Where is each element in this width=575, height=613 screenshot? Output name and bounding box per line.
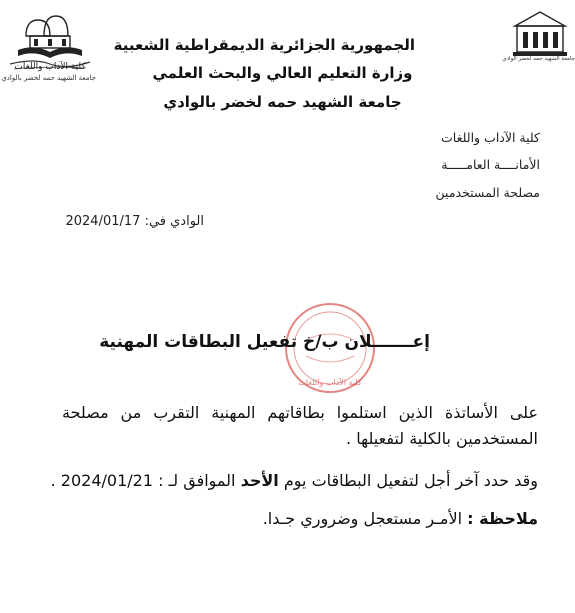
university-building-logo-icon	[511, 8, 569, 58]
note-label: ملاحظة :	[467, 509, 538, 528]
title-text: ب/خ تفعيل البطاقات المهنية	[99, 332, 339, 352]
header-university: جامعة الشهيد حمه لخضر بالوادي	[163, 93, 402, 111]
stamp-text: كلية الآداب واللغات	[298, 378, 362, 387]
date-label: الوادي في:	[144, 214, 204, 229]
deadline-text-a: وقد حدد آخر أجل لتفعيل البطاقات يوم	[283, 471, 538, 490]
title-prefix: إعـــــــلان	[344, 332, 430, 352]
date-value: 2024/01/17	[65, 214, 141, 229]
logo-left-text-1: كلية الآداب واللغات	[14, 62, 86, 72]
sender-faculty: كلية الآداب واللغات	[441, 130, 540, 145]
body-paragraph-1: على الأساتذة الذين استلموا بطاقاتهم المهنية التقرب من مصلحة المستخدمين بالكلية لتفعيلها .	[62, 403, 538, 448]
book-mosque-logo-icon	[1, 6, 96, 84]
header-republic: الجمهورية الجزائرية الديمقراطية الشعبية	[113, 36, 415, 54]
university-logo	[502, 8, 575, 66]
deadline-text-b: الموافق لـ : 2024/01/21 .	[50, 471, 236, 490]
logo-left-text-2: جامعة الشهيد حمه لخضر بالوادي	[1, 74, 96, 82]
deadline-day: الأحد	[240, 471, 279, 490]
body-paragraph-2	[50, 468, 538, 494]
date-line	[64, 214, 204, 229]
logo-right-text: جامعة الشهيد حمه لخضر الوادي	[502, 56, 575, 62]
announcement-title	[99, 332, 430, 352]
sender-service: مصلحة المستخدمين	[435, 185, 540, 200]
header-ministry: وزارة التعليم العالي والبحث العلمي	[152, 64, 413, 82]
sender-secretariat: الأمانــــة العامـــــة	[441, 157, 540, 172]
faculty-logo	[1, 6, 96, 84]
note-text: الأمـر مستعجل وضروري جـدا.	[262, 509, 463, 528]
note-line	[62, 506, 538, 532]
